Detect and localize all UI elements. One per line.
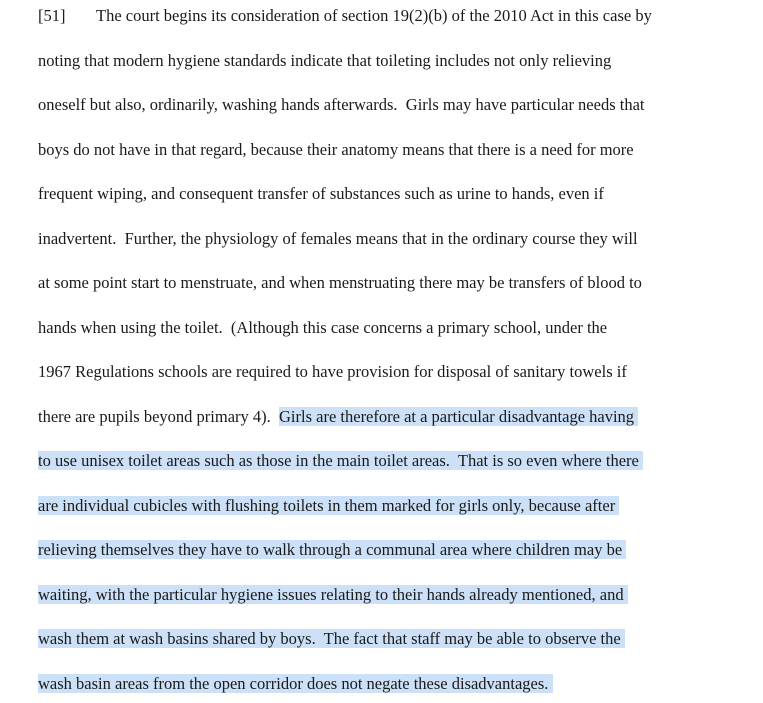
line-text: 1967 Regulations schools are required to have provision for disposal of sanitary towels if [38, 362, 627, 381]
highlighted-text[interactable]: Girls are therefore at a particular disadvantage having [279, 406, 639, 426]
paragraph-number: [51] [38, 6, 66, 25]
text-line [38, 94, 645, 116]
text-line [38, 673, 553, 695]
line-text: hands when using the toilet. (Although this case concerns a primary school, under the [38, 317, 608, 337]
line-text: inadvertent. Further, the physiology of females means that in the ordinary course they will [38, 228, 638, 248]
text-line [38, 406, 638, 428]
highlighted-text[interactable]: wash basin areas from the open corridor does not negate these disadvantages. [38, 673, 553, 693]
line-text: at some point start to menstruate, and when menstruating there may be transfers of blood to [38, 273, 642, 292]
line-text: boys do not have in that regard, because their anatomy means that there is a need for more [38, 139, 634, 159]
text-line [38, 584, 628, 606]
text-line [38, 450, 643, 472]
text-line [38, 539, 626, 561]
text-line [38, 317, 607, 339]
text-line [38, 50, 611, 72]
line-text: noting that modern hygiene standards indicate that toileting includes not only relieving [38, 50, 612, 70]
line-text: frequent wiping, and consequent transfer of substances such as urine to hands, even if [38, 184, 604, 203]
highlighted-text[interactable]: are individual cubicles with flushing toilets in them marked for girls only, because after [38, 495, 620, 515]
text-line [38, 5, 652, 27]
text-line [38, 183, 604, 205]
highlighted-text[interactable]: relieving themselves they have to walk through a communal area where children may be [38, 540, 627, 559]
text-line [38, 272, 642, 294]
line-text: there are pupils beyond primary 4). [38, 406, 280, 426]
text-line [38, 139, 634, 161]
text-line [38, 361, 627, 383]
text-line [38, 628, 625, 650]
line-text: The court begins its consideration of section 19(2)(b) of the 2010 Act in this case by [96, 6, 652, 25]
text-line [38, 495, 619, 517]
highlighted-text[interactable]: waiting, with the particular hygiene issues relating to their hands already mentioned, and [38, 584, 628, 604]
highlighted-text[interactable]: to use unisex toilet areas such as those in the main toilet areas. That is so even where there [38, 451, 643, 470]
line-text: oneself but also, ordinarily, washing hands afterwards. Girls may have particular needs that [38, 95, 645, 114]
highlighted-text[interactable]: wash them at wash basins shared by boys. The fact that staff may be able to observe the [38, 629, 625, 648]
text-line [38, 228, 638, 250]
